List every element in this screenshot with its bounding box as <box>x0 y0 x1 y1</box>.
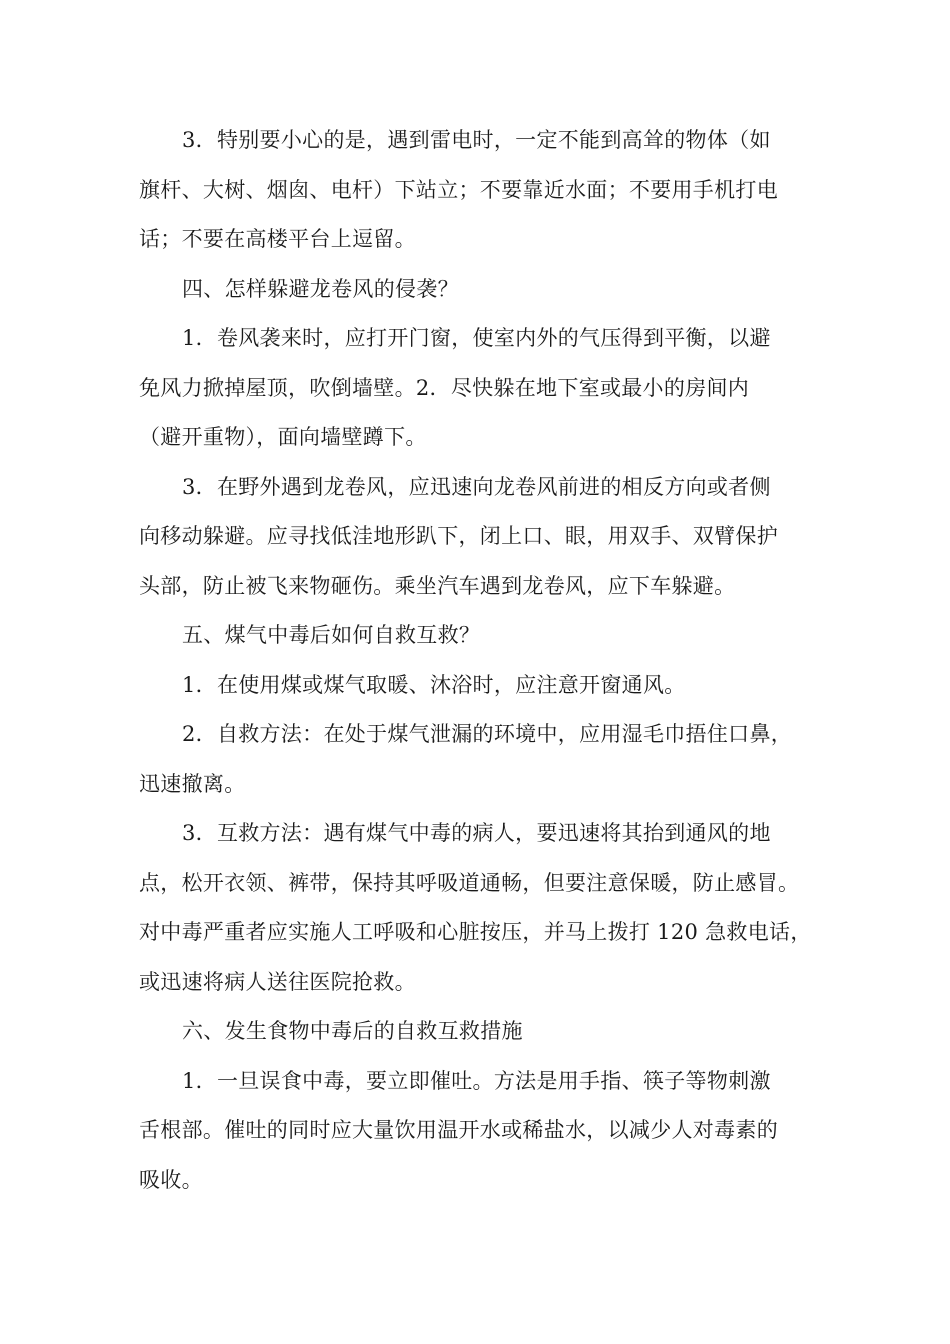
text-line: （避开重物），面向墙壁蹲下。 <box>139 425 427 449</box>
text-line: 1．卷风袭来时，应打开门窗，使室内外的气压得到平衡，以避 <box>182 326 771 350</box>
text-line: 点，松开衣领、裤带，保持其呼吸道通畅，但要注意保暖，防止感冒。 <box>139 870 800 895</box>
text-line: 向移动躲避。应寻找低洼地形趴下，闭上口、眼，用双手、双臂保护 <box>139 524 778 548</box>
text-line: 吸收。 <box>139 1167 203 1192</box>
text-line: 3．特别要小心的是，遇到雷电时，一定不能到高耸的物体（如 <box>182 128 771 152</box>
text-line: 2．自救方法：在处于煤气泄漏的环境中，应用湿毛巾捂住口鼻， <box>182 722 793 746</box>
text-line: 1．在使用煤或煤气取暖、沐浴时，应注意开窗通风。 <box>182 672 686 697</box>
text-line: 迅速撤离。 <box>139 771 246 796</box>
text-line: 话；不要在高楼平台上逗留。 <box>139 227 416 251</box>
text-line: 或迅速将病人送往医院抢救。 <box>139 969 416 994</box>
text-line: 1．一旦误食中毒，要立即催吐。方法是用手指、筷子等物刺激 <box>182 1068 771 1093</box>
text-line: 旗杆、大树、烟囱、电杆）下站立；不要靠近水面；不要用手机打电 <box>139 177 778 202</box>
text-line: 对中毒严重者应实施人工呼吸和心脏按压，并马上拨打 120 急救电话， <box>139 920 812 944</box>
text-line: 五、煤气中毒后如何自救互救？ <box>182 623 481 647</box>
text-line: 3．互救方法：遇有煤气中毒的病人，要迅速将其抬到通风的地 <box>182 821 771 845</box>
text-line: 舌根部。催吐的同时应大量饮用温开水或稀盐水，以减少人对毒素的 <box>139 1118 778 1142</box>
text-line: 四、怎样躲避龙卷风的侵袭？ <box>182 276 459 301</box>
text-line: 3．在野外遇到龙卷风，应迅速向龙卷风前进的相反方向或者侧 <box>182 474 771 499</box>
text-line: 六、发生食物中毒后的自救互救措施 <box>182 1019 523 1043</box>
text-line: 免风力掀掉屋顶，吹倒墙壁。2．尽快躲在地下室或最小的房间内 <box>139 375 750 400</box>
text-line: 头部，防止被飞来物砸伤。乘坐汽车遇到龙卷风，应下车躲避。 <box>139 573 736 598</box>
document-body <box>139 116 815 1205</box>
